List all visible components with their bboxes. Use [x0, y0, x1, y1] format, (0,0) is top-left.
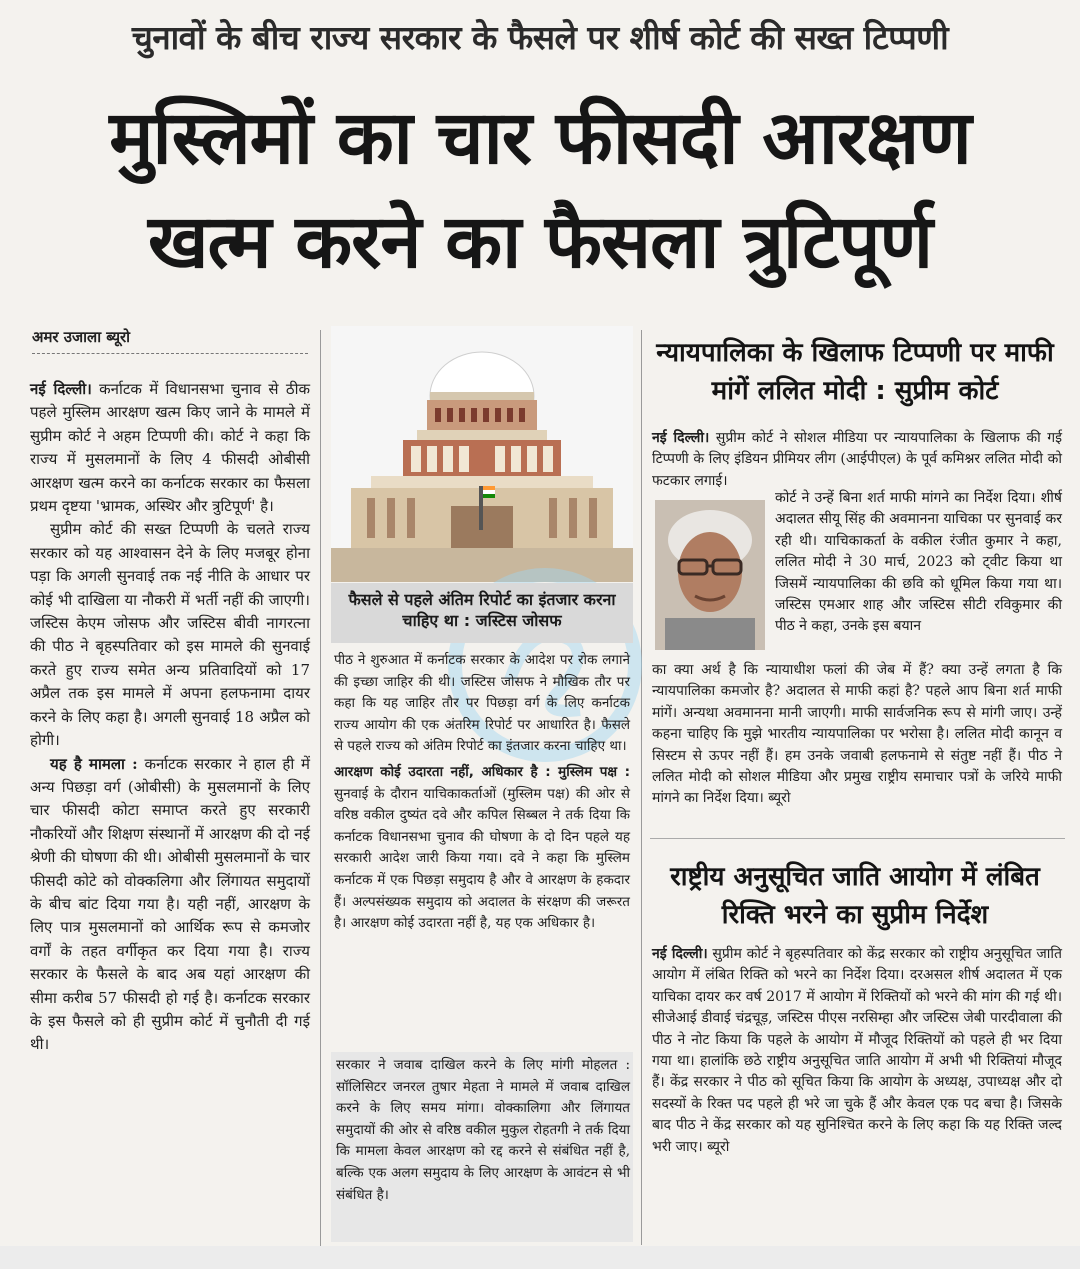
supreme-court-photo [331, 326, 633, 582]
right-top-rest-paragraph: का क्या अर्थ है कि न्यायाधीश फलां की जेब में हैं? क्या उन्हें लगता है कि न्यायपालिका कमजोर है? अदालत से माफी कहां है? पहले आप बिना शर्त माफी मांगें। अन्यथा अवमानना मानी जाएगी। माफी सार्वजनिक रूप से मांगी जाए। उन्हें कहना चाहिए कि मुझे भारतीय न्यायपालिका पर भरोसा है। ललित मोदी कानून व सिस्टम से ऊपर नहीं हैं। हम उनके जवाबी हलफनामे से संतुष्ट नहीं हैं। पीठ ने ललित मोदी को सोशल मीडिया और प्रमुख राष्ट्रीय समाचार पत्रों के जरिये माफी मांगने का निर्देश दिया। ब्यूरो [652, 662, 1062, 807]
right-top-rest [652, 660, 1062, 810]
main-paragraph-3: कर्नाटक सरकार ने हाल ही में अन्य पिछड़ा वर्ग (ओबीसी) के मुसलमानों के लिए चार फीसदी कोटा समाप्त करते हुए सरकारी नौकरियों और शिक्षण संस्थानों में आरक्षण की दो नई श्रेणी की घोषणा की थी। ओबीसी मुसलमानों के चार फीसदी कोटे को वोक्कलिगा और लिंगायत समुदायों के बीच बांट दिया गया है। यही नहीं, आरक्षण के लिए पात्र मुसलमानों को आर्थिक रूप से कमजोर वर्गों के तहत वर्गीकृत कर दिया गया है। राज्य सरकार के फैसले के बाद अब यहां आरक्षण की सीमा करीब 57 फीसदी हो गई है। कर्नाटक सरकार के इस फैसले को ही सुप्रीम कोर्ट में चुनौती दी गई थी। [30, 754, 311, 1054]
supreme-court-building-icon [331, 326, 633, 582]
middle-section-3-head: सरकार ने जवाब दाखिल करने के लिए मांगी मोहलत : [336, 1057, 630, 1073]
main-article-column [30, 378, 310, 1057]
page-bottom-strip [0, 1246, 1080, 1269]
right-bottom-article [652, 944, 1062, 1158]
kicker: चुनावों के बीच राज्य सरकार के फैसले पर शीर्ष कोर्ट की सख्त टिप्पणी [131, 18, 949, 57]
middle-article-column [334, 650, 630, 935]
right-top-lead: नई दिल्ली। [652, 430, 710, 446]
right-top-intro [652, 428, 1062, 492]
right-top-wrap-paragraph: कोर्ट ने उन्हें बिना शर्त माफी मांगने का निर्देश दिया। शीर्ष अदालत सीयू सिंह की अवमानना याचिका पर सुनवाई कर रही थी। याचिकाकर्ता के वकील रंजीत कुमार ने कहा, ललित मोदी ने 30 मार्च, 2023 को ट्वीट किया था जिसमें न्यायपालिका की छवि को धूमिल किया गया था। जस्टिस एमआर शाह और जस्टिस सीटी रविकुमार की पीठ ने कहा, उनके इस बयान [775, 490, 1062, 635]
middle-paragraph-1: पीठ ने शुरुआत में कर्नाटक सरकार के आदेश पर रोक लगाने की इच्छा जाहिर की थी। जस्टिस जोसफ ने मौखिक तौर पर कहा कि यह जाहिर तौर पर पिछड़ा वर्ग के लिए कर्नाटक राज्य आयोग की एक अंतरिम रिपोर्ट पर आधारित है। फैसले से पहले राज्य को अंतिम रिपोर्ट का इंतजार करना चाहिए था। [334, 652, 630, 755]
column-divider-1 [320, 330, 321, 1250]
main-paragraph-2: सुप्रीम कोर्ट की सख्त टिप्पणी के चलते राज्य सरकार को यह आश्वासन देने के लिए मजबूर होना पड़ा कि अगली सुनवाई तक नई नीति के आधार पर कोई भी दाखिला या नौकरी में भर्ती नहीं की जाएगी। जस्टिस केएम जोसफ और जस्टिस बीवी नागरत्ना की पीठ ने बृहस्पतिवार को इस मामले की सुनवाई करते हुए राज्य समेत अन्य प्रतिवादियों को 17 अप्रैल तक इस मामले में अपना हलफनामा दायर करने के लिए कहा है। अगली सुनवाई 18 अप्रैल को होगी। [30, 520, 310, 750]
main-paragraph-1: कर्नाटक में विधानसभा चुनाव से ठीक पहले मुस्लिम आरक्षण खत्म किए जाने के मामले में सुप्रीम कोर्ट ने अहम टिप्पणी की। कोर्ट ने कहा कि राज्य में मुसलमानों के लिए 4 फीसदी ओबीसी आरक्षण खत्म करने का कर्नाटक सरकार का फैसला प्रथम दृष्टया 'भ्रामक, अस्थिर और त्रुटिपूर्ण' है। [30, 380, 310, 516]
middle-section-2-head: आरक्षण कोई उदारता नहीं, अधिकार है : मुस्लिम पक्ष : [334, 763, 630, 780]
right-bottom-body: सुप्रीम कोर्ट ने बृहस्पतिवार को केंद्र सरकार को राष्ट्रीय अनुसूचित जाति आयोग में लंबित रिक्ति को भरने का निर्देश दिया। दरअसल शीर्ष अदालत में एक याचिका दायर कर वर्ष 2017 में आयोग में रिक्तियों को भरने की मांग की गई थी। सीजेआई डीवाई चंद्रचूड़, जस्टिस पीएस नरसिम्हा और जस्टिस जेबी पारदीवाला की पीठ ने नोट किया कि पहले के आयोग में मौजूद रिक्तियों को पहले ही भर दिया गया था। हालांकि छठे राष्ट्रीय अनुसूचित जाति आयोग में अभी भी रिक्तियां मौजूद हैं। केंद्र सरकार ने पीठ को सूचित किया कि आयोग के अध्यक्ष, उपाध्यक्ष और दो सदस्यों के रिक्त पद पहले ही भरे जा चुके हैं और केवल एक पद बचा है। जिसके बाद पीठ ने केंद्र सरकार को यह सुनिश्चित करने के लिए कहा कि यह रिक्ति जल्द भरी जाए। ब्यूरो [652, 946, 1062, 1155]
middle-subhead-text: फैसले से पहले अंतिम रिपोर्ट का इंतजार करना चाहिए था : जस्टिस जोसफ [348, 590, 616, 630]
column-divider-2 [641, 330, 642, 1245]
lalit-modi-portrait-icon [655, 500, 765, 650]
main-section-lead: यह है मामला : [50, 754, 138, 773]
right-top-headline: न्यायपालिका के खिलाफ टिप्पणी पर माफी मांगें ललित मोदी : सुप्रीम कोर्ट [656, 338, 1054, 406]
middle-shaded-text [336, 1055, 630, 1206]
byline-divider [32, 353, 308, 354]
right-bottom-headline: राष्ट्रीय अनुसूचित जाति आयोग में लंबित रिक्ति भरने का सुप्रीम निर्देश [670, 862, 1040, 930]
main-lead: नई दिल्ली। [30, 380, 92, 398]
headline-line-2: खत्म करने का फैसला त्रुटिपूर्ण [147, 199, 933, 285]
right-top-intro-text: सुप्रीम कोर्ट ने सोशल मीडिया पर न्यायपालिका के खिलाफ की गई टिप्पणी के लिए इंडियन प्रीमियर लीग (आईपीएल) के पूर्व कमिश्नर ललित मोदी को फटकार लगाई। [652, 430, 1062, 489]
byline: अमर उजाला ब्यूरो [32, 328, 131, 346]
right-top-wrap-text [775, 488, 1062, 638]
middle-section-2-body: सुनवाई के दौरान याचिकाकर्ताओं (मुस्लिम पक्ष) की ओर से वरिष्ठ वकील दुष्यंत दवे और कपिल सिब्बल ने तर्क दिया कि कर्नाटक विधानसभा चुनाव की घोषणा के दो दिन पहले यह सरकारी आदेश जारी किया गया। दवे ने कहा कि मुस्लिम कर्नाटक में एक पिछड़ा समुदाय है और वे आरक्षण के हकदार हैं। अल्पसंख्यक समुदाय को अदालत के संरक्षण की जरूरत है। आरक्षण कोई उदारता नहीं है, यह एक अधिकार है। [334, 785, 630, 932]
middle-subhead [331, 583, 633, 643]
right-bottom-lead: नई दिल्ली। [652, 946, 708, 962]
lalit-modi-photo [655, 500, 765, 650]
headline-line-1: मुस्लिमों का चार फीसदी आरक्षण [109, 95, 971, 181]
right-section-divider [650, 838, 1065, 839]
middle-section-3-body: सॉलिसिटर जनरल तुषार मेहता ने मामले में जवाब दाखिल करने के लिए समय मांगा। वोक्कालिगा और लिंगायत समुदायों की ओर से वरिष्ठ वकील मुकुल रोहतगी ने तर्क दिया कि मामला केवल आरक्षण को रद्द करने से संबंधित नहीं है, बल्कि एक अलग समुदाय के लिए आरक्षण के आवंटन से भी संबंधित है। [336, 1078, 630, 1203]
